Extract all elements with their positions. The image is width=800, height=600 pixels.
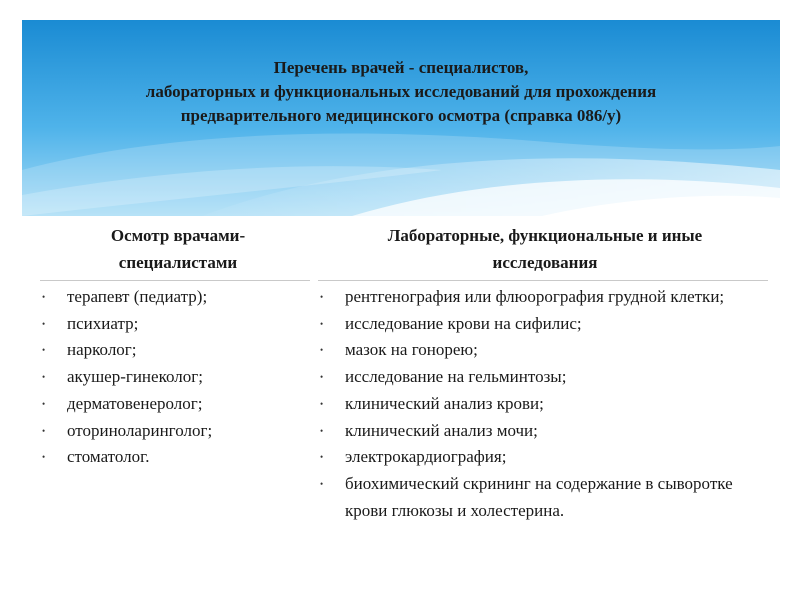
list-item — [40, 391, 310, 418]
list-item — [318, 364, 768, 391]
list-item — [318, 444, 768, 471]
bullet-icon: • — [320, 398, 324, 409]
list-item-text: рентгенография или флюорография грудной клетки; — [345, 287, 725, 306]
heading-line: Осмотр врачами- — [110, 226, 246, 245]
list-item — [40, 418, 310, 445]
list-item-text: исследование на гельминтозы; — [345, 367, 567, 387]
title-banner — [22, 20, 780, 216]
heading-line: исследования — [492, 253, 598, 272]
list-item — [40, 311, 310, 338]
bullet-icon: • — [320, 292, 324, 302]
list-item-text: клинический анализ мочи; — [345, 420, 538, 440]
divider — [40, 280, 310, 281]
list-item — [318, 284, 768, 311]
list-item-text: клинический анализ крови; — [345, 393, 544, 413]
list-item-text: нарколог; — [67, 340, 137, 360]
title-line: Перечень врачей - специалистов, — [273, 58, 529, 77]
list-item-text: электрокардиография; — [345, 447, 507, 467]
bullet-icon: • — [320, 318, 324, 329]
list-item — [318, 418, 768, 445]
bullet-icon: • — [42, 292, 46, 302]
list-item — [318, 337, 768, 364]
bullet-icon: • — [42, 372, 46, 383]
title-line: лабораторных и функциональных исследований для прохождения — [145, 82, 657, 101]
page-title — [22, 56, 780, 128]
bullet-icon: • — [42, 452, 46, 463]
bullet-icon: • — [42, 318, 46, 329]
list-item-text: исследование крови на сифилис; — [345, 313, 582, 333]
tests-heading — [330, 222, 760, 276]
list-item — [318, 391, 768, 418]
bullet-icon: • — [320, 425, 324, 436]
specialists-list — [40, 284, 310, 471]
heading-line: Лабораторные, функциональные и иные — [387, 226, 703, 245]
list-item-text: стоматолог. — [67, 447, 150, 467]
list-item-text: терапевт (педиатр); — [67, 287, 208, 306]
list-item-text: акушер-гинеколог; — [67, 367, 203, 387]
bullet-icon: • — [320, 372, 324, 383]
list-item-text: биохимический скрининг на содержание в сыворотке крови глюкозы и холестерина. — [345, 473, 733, 520]
bullet-icon: • — [42, 398, 46, 409]
bullet-icon: • — [42, 425, 46, 436]
bullet-icon: • — [320, 478, 324, 489]
bullet-icon: • — [42, 345, 46, 356]
bullet-icon: • — [320, 452, 324, 463]
list-item-text: мазок на гонорею; — [345, 340, 478, 360]
list-item-text: дерматовенеролог; — [67, 393, 203, 413]
list-item-text: оториноларинголог; — [67, 420, 213, 440]
list-item — [40, 444, 310, 471]
list-item — [40, 337, 310, 364]
list-item — [40, 284, 310, 311]
divider — [318, 280, 768, 281]
title-line: предварительного медицинского осмотра (справка 086/у) — [180, 106, 622, 125]
list-item — [318, 311, 768, 338]
bullet-icon: • — [320, 345, 324, 356]
list-item — [318, 471, 768, 524]
heading-line: специалистами — [118, 253, 238, 272]
list-item-text: психиатр; — [67, 313, 139, 333]
specialists-heading — [48, 222, 308, 276]
tests-list — [318, 284, 768, 524]
list-item — [40, 364, 310, 391]
